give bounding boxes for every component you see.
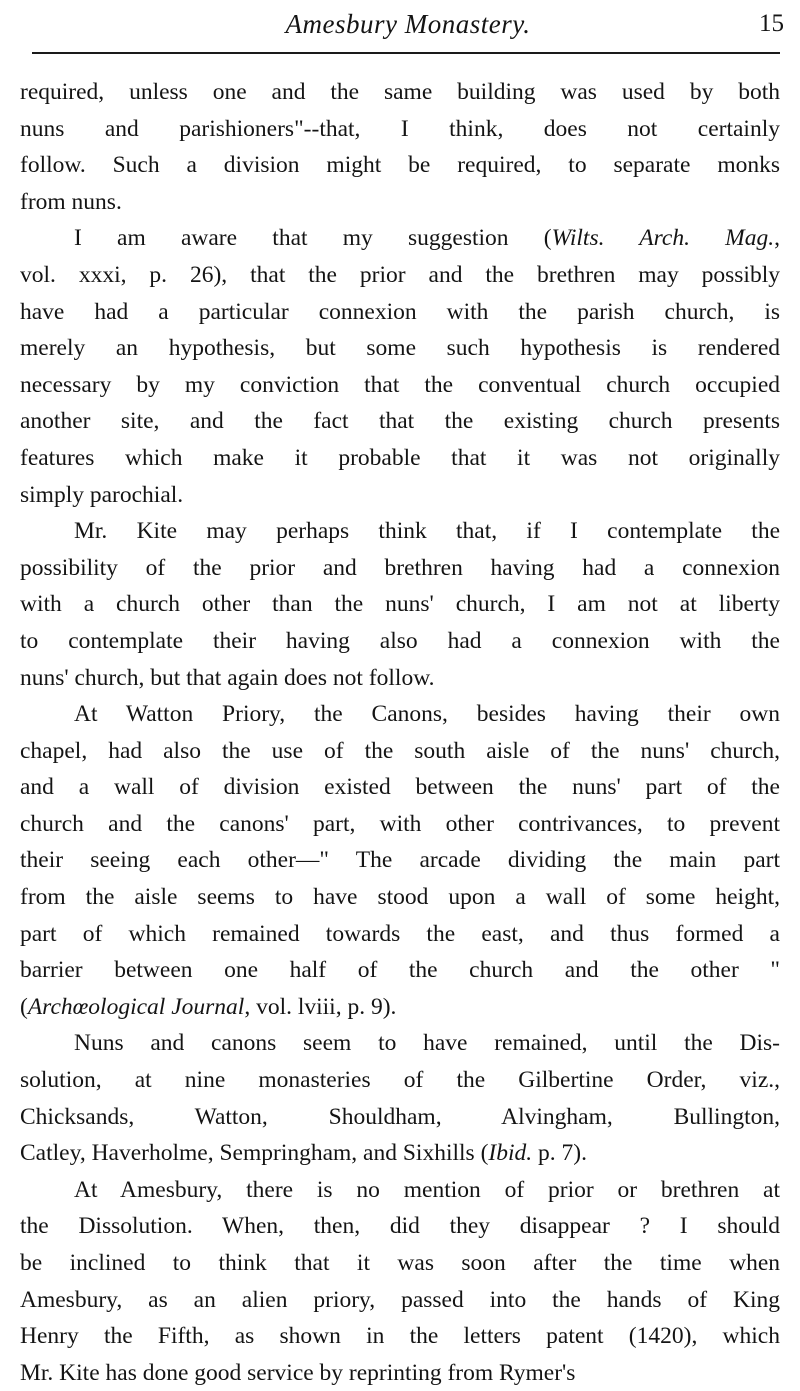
text-line: church and the canons' part, with other contrivances, to prevent (20, 810, 780, 837)
text-line: and a wall of division existed between the nuns' part of the (20, 774, 780, 801)
text-line: part of which remained towards the east, and thus formed a (20, 920, 780, 947)
text-line: I am aware that my suggestion (Wilts. Arch. Mag., (74, 225, 780, 252)
text-line: have had a particular connexion with the parish church, is (20, 298, 780, 325)
running-title: Amesbury Monastery. (285, 9, 531, 39)
text-line: Chicksands, Watton, Shouldham, Alvingham, Bullington, (20, 1103, 780, 1130)
text-line: required, unless one and the same building was used by both (20, 79, 780, 105)
text-line: merely an hypothesis, but some such hypothesis is rendered (20, 335, 780, 362)
text-line: Mr. Kite may perhaps think that, if I contemplate the (74, 518, 780, 545)
text-line: nuns and parishioners"--that, I think, does not certainly (20, 115, 780, 142)
text-line: At Watton Priory, the Canons, besides having their own (74, 701, 780, 728)
paragraph (20, 1025, 780, 1171)
text-line: Catley, Haverholme, Sempringham, and Sixhills (Ibid. p. 7). (20, 1140, 587, 1167)
paragraph (20, 696, 780, 1025)
paragraph (20, 513, 780, 696)
text-line: (Archœological Journal, vol. lviii, p. 9). (20, 993, 397, 1020)
text-line: possibility of the prior and brethren having had a connexion (20, 554, 780, 581)
text-line: features which make it probable that it was not originally (20, 444, 780, 471)
text-line: At Amesbury, there is no mention of prior or brethren at (74, 1176, 780, 1203)
running-header (20, 6, 784, 42)
text-line: from the aisle seems to have stood upon a wall of some height, (20, 884, 780, 911)
text-line: simply parochial. (20, 481, 184, 508)
text-line: Henry the Fifth, as shown in the letters patent (1420), which (20, 1323, 780, 1350)
text-line: with a church other than the nuns' church, I am not at liberty (20, 591, 780, 618)
text-line: Mr. Kite has done good service by reprinting from Rymer's (20, 1359, 576, 1386)
paragraph (20, 220, 780, 513)
text-line: chapel, had also the use of the south aisle of the nuns' church, (20, 737, 780, 764)
text-line: their seeing each other—" The arcade dividing the main part (20, 847, 780, 874)
text-line: vol. xxxi, p. 26), that the prior and the brethren may possibly (20, 261, 780, 288)
paragraph (20, 1172, 780, 1391)
body-text (20, 74, 780, 1391)
text-line: to contemplate their having also had a connexion with the (20, 627, 780, 654)
text-line: from nuns. (20, 188, 122, 215)
text-line: the Dissolution. When, then, did they disappear ? I should (20, 1213, 780, 1240)
text-line: follow. Such a division might be required, to separate monks (20, 152, 780, 179)
text-line: Nuns and canons seem to have remained, until the Dis- (74, 1030, 780, 1057)
paragraph (20, 74, 780, 220)
header-rule (32, 52, 780, 54)
text-line: Amesbury, as an alien priory, passed into the hands of King (20, 1286, 780, 1313)
page-number: 15 (759, 10, 784, 37)
text-line: necessary by my conviction that the conventual church occupied (20, 371, 780, 398)
text-line: another site, and the fact that the existing church presents (20, 408, 780, 435)
text-line: barrier between one half of the church and the other " (20, 957, 780, 984)
text-line: nuns' church, but that again does not follow. (20, 664, 435, 691)
text-line: solution, at nine monasteries of the Gilbertine Order, viz., (20, 1067, 780, 1094)
text-line: be inclined to think that it was soon after the time when (20, 1250, 780, 1276)
